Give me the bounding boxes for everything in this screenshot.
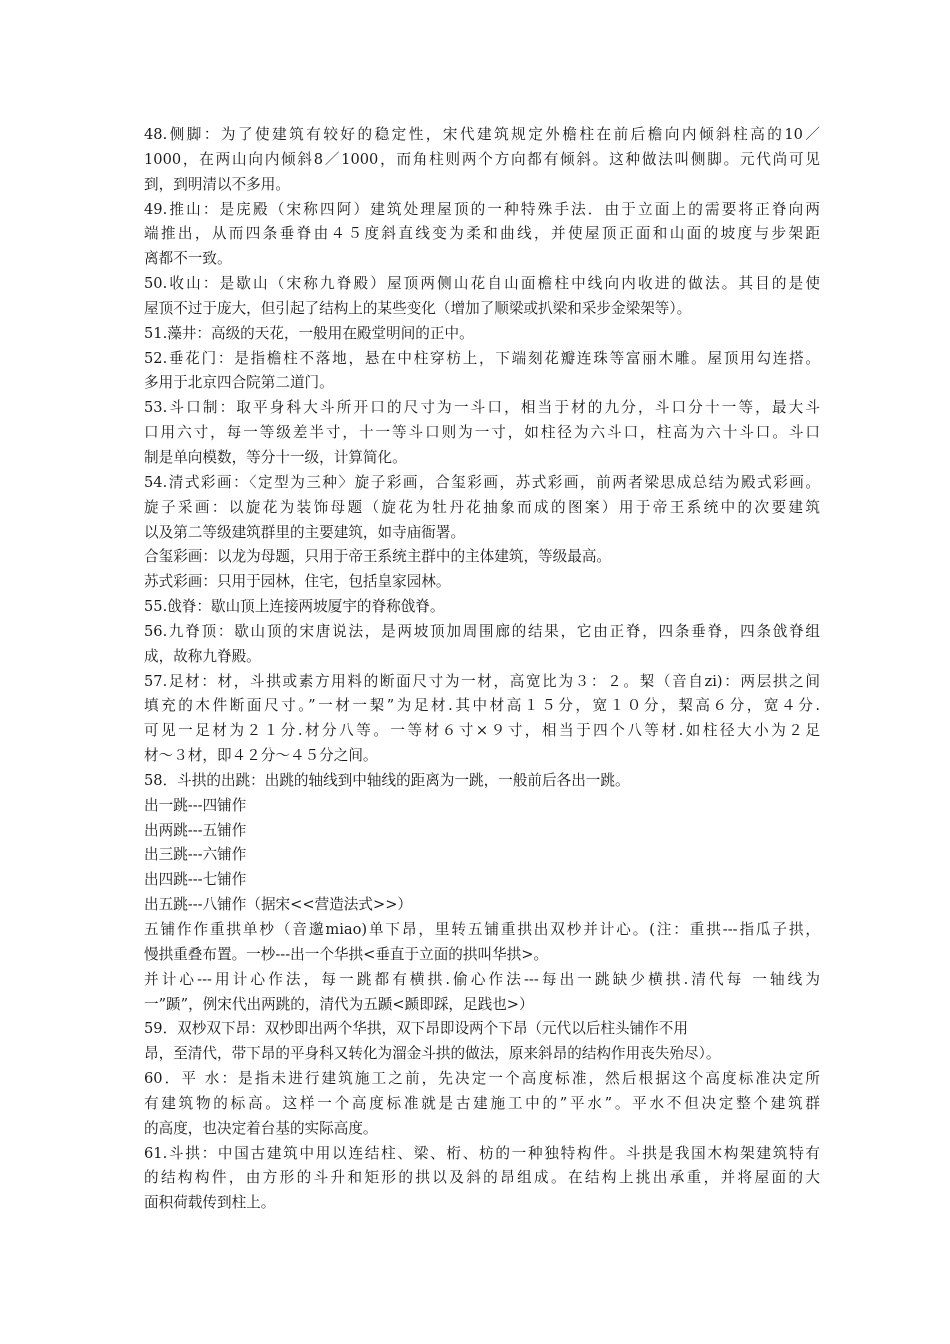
text-line: 并计心---用计心作法，每一跳都有横拱.偷心作法---每出一跳缺少横拱.清代每 一轴线为: [144, 970, 820, 988]
text-line: 61.斗拱：中国古建筑中用以连结柱、梁、桁、枋的一种独特构件。斗拱是我国木构架建筑特有: [144, 1144, 820, 1162]
text-line: 屋顶不过于庞大，但引起了结构上的某些变化（增加了顺梁或扒梁和采步金梁架等）。: [144, 299, 692, 317]
text-line: 的高度，也决定着台基的实际高度。: [144, 1119, 378, 1137]
text-line: 出三跳---六铺作: [144, 846, 247, 864]
text-line: 一”踬”，例宋代出两跳的，清代为五踬<踬即踩，足践也>）: [144, 995, 534, 1013]
document-body: [144, 123, 820, 1216]
text-line: 口用六寸，每一等级差半寸，十一等斗口则为一寸，如柱径为六斗口，柱高为六十斗口。斗口: [144, 424, 820, 442]
text-line: 到，到明清以不多用。: [144, 175, 290, 193]
text-line: 有建筑物的标高。这样一个高度标准就是古建施工中的”平水”。平水不但决定整个建筑群: [144, 1094, 820, 1112]
text-line: 58．斗拱的出跳：出跳的轴线到中轴线的距离为一跳，一般前后各出一跳。: [144, 771, 630, 789]
text-line: 慢拱重叠布置。一杪---出一个华拱<垂直于立面的拱叫华拱>。: [144, 945, 549, 963]
text-line: 出四跳---七铺作: [144, 871, 247, 889]
text-line: 1000，在两山向内倾斜8／1000，而角柱则两个方向都有倾斜。这种做法叫侧脚。元代尚可见: [144, 150, 820, 168]
text-line: 52.垂花门：是指檐柱不落地，悬在中柱穿枋上，下端刻花瓣连珠等富丽木雕。屋顶用勾连搭。: [144, 349, 820, 367]
text-line: 出两跳---五铺作: [144, 821, 247, 839]
text-line: 端推出，从而四条垂脊由４５度斜直线变为柔和曲线，并使屋顶正面和山面的坡度与步架距: [144, 225, 820, 243]
text-line: 59．双杪双下昂：双杪即出两个华拱，双下昂即设两个下昂（元代以后柱头铺作不用: [144, 1020, 688, 1038]
text-line: 可见一足材为２１分.材分八等。一等材６寸×９寸，相当于四个八等材.如柱径大小为２足: [144, 722, 820, 740]
text-line: 60．平 水：是指未进行建筑施工之前，先决定一个高度标准，然后根据这个高度标准决定所: [144, 1070, 820, 1088]
text-line: 出五跳---八铺作（据宋<<营造法式>>）: [144, 896, 413, 914]
text-line: 填充的木件断面尺寸。”一材一栔”为足材.其中材高１５分，宽１０分，栔高６分，宽４分.: [144, 697, 820, 715]
text-line: 制是单向模数，等分十一级，计算简化。: [144, 448, 407, 466]
text-line: 五铺作作重拱单杪（音邈miao)单下昂，里转五铺重拱出双杪并计心。(注：重拱---指瓜子拱，: [144, 921, 820, 938]
text-line: 53.斗口制：取平身科大斗所开口的尺寸为一斗口，相当于材的九分，斗口分十一等，最大斗: [144, 399, 820, 417]
text-line: 成，故称九脊殿。: [144, 647, 261, 665]
text-line: 材～３材，即４２分～４５分之间。: [144, 747, 378, 765]
text-line: 的结构构件，由方形的斗升和矩形的拱以及斜的昂组成。在结构上挑出承重，并将屋面的大: [144, 1169, 820, 1187]
text-line: 离都不一致。: [144, 250, 232, 268]
text-line: 54.清式彩画：〈定型为三种〉旋子彩画，合玺彩画，苏式彩画，前两者梁思成总结为殿式彩画。: [144, 473, 820, 491]
text-line: 旋子采画：以旋花为装饰母题（旋花为牡丹花抽象而成的图案）用于帝王系统中的次要建筑: [144, 498, 820, 516]
text-line: 49.推山：是庑殿（宋称四阿）建筑处理屋顶的一种特殊手法．由于立面上的需要将正脊向两: [144, 200, 820, 218]
text-line: 以及第二等级建筑群里的主要建筑，如寺庙衙署。: [144, 523, 466, 541]
text-line: 昂，至清代，带下昂的平身科又转化为溜金斗拱的做法，原来斜昂的结构作用丧失殆尽）。: [144, 1045, 721, 1063]
text-line: 多用于北京四合院第二道门。: [144, 374, 334, 392]
text-line: 合玺彩画：以龙为母题，只用于帝王系统主群中的主体建筑，等级最高。: [144, 548, 612, 566]
text-line: 55.戗脊：歇山顶上连接两坡厦宇的脊称戗脊。: [144, 598, 445, 616]
text-line: 出一跳---四铺作: [144, 796, 247, 814]
text-line: 50.收山：是歇山（宋称九脊殿）屋顶两侧山花自山面檐柱中线向内收进的做法。其目的是使: [144, 275, 820, 293]
text-line: 51.藻井：高级的天花，一般用在殿堂明间的正中。: [144, 324, 474, 342]
text-line: 48.侧脚：为了使建筑有较好的稳定性，宋代建筑规定外檐柱在前后檐向内倾斜柱高的10／: [144, 126, 820, 143]
text-line: 57.足材：材，斗拱或素方用料的断面尺寸为一材，高宽比为３：２。栔（音自zi)：两层拱之间: [144, 672, 820, 690]
text-line: 苏式彩画：只用于园林，住宅，包括皇家园林。: [144, 573, 451, 591]
text-line: 56.九脊顶：歇山顶的宋唐说法，是两坡顶加周围廊的结果，它由正脊，四条垂脊，四条戗脊组: [144, 622, 820, 640]
text-line: 面积荷载传到柱上。: [144, 1194, 276, 1212]
